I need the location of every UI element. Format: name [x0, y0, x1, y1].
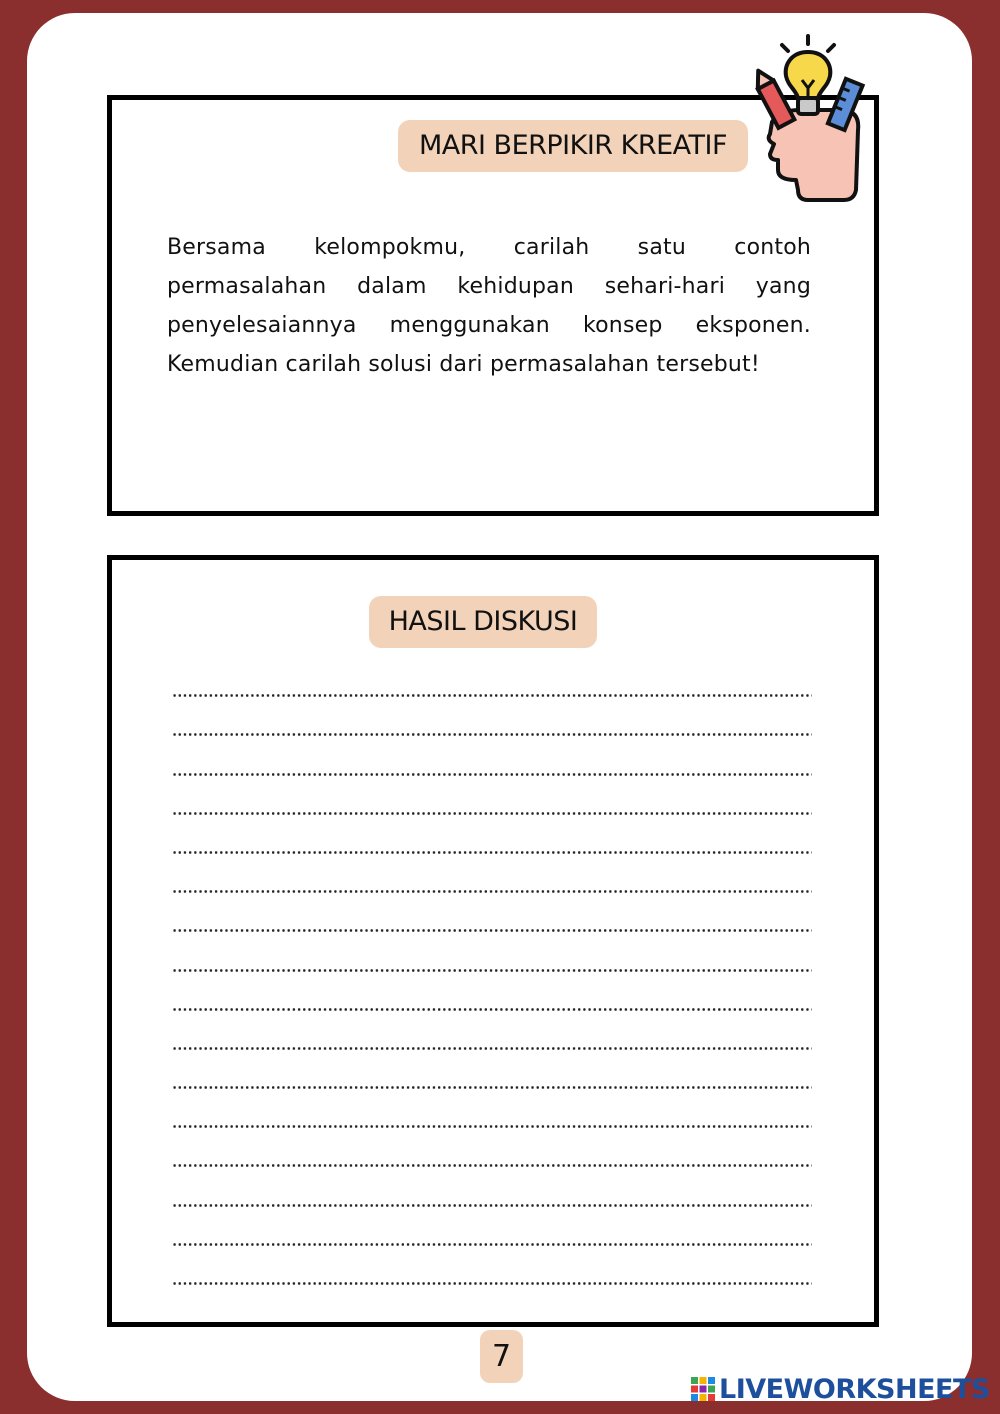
- answer-line[interactable]: [172, 901, 812, 940]
- answer-line[interactable]: [172, 823, 812, 862]
- answer-line[interactable]: [172, 980, 812, 1019]
- answer-line[interactable]: [172, 1175, 812, 1214]
- answer-line[interactable]: [172, 744, 812, 783]
- head-lightbulb-icon: [748, 30, 868, 205]
- watermark: [690, 1373, 990, 1405]
- answer-line[interactable]: [172, 1215, 812, 1254]
- page-number: 7: [480, 1330, 523, 1383]
- answer-line[interactable]: [172, 666, 812, 705]
- answer-line[interactable]: [172, 1019, 812, 1058]
- result-title: HASIL DISKUSI: [369, 596, 597, 648]
- instruction-text: Bersama kelompokmu, carilah satu contoh permasalahan dalam kehidupan sehari-hari yang penyelesaiannya menggunakan konsep eksponen. Kemudian carilah solusi dari permasalahan tersebut!: [167, 235, 811, 377]
- answer-line[interactable]: [172, 705, 812, 744]
- answer-line[interactable]: [172, 862, 812, 901]
- watermark-text: LIVEWORKSHEETS: [719, 1373, 990, 1405]
- answer-line[interactable]: [172, 1097, 812, 1136]
- answer-line[interactable]: [172, 784, 812, 823]
- section-title: MARI BERPIKIR KREATIF: [398, 120, 748, 172]
- liveworksheets-logo-icon: [690, 1376, 716, 1402]
- answer-line[interactable]: [172, 1254, 812, 1293]
- answer-line[interactable]: [172, 1136, 812, 1175]
- answer-line[interactable]: [172, 940, 812, 979]
- answer-lines[interactable]: [172, 666, 812, 1293]
- answer-line[interactable]: [172, 1058, 812, 1097]
